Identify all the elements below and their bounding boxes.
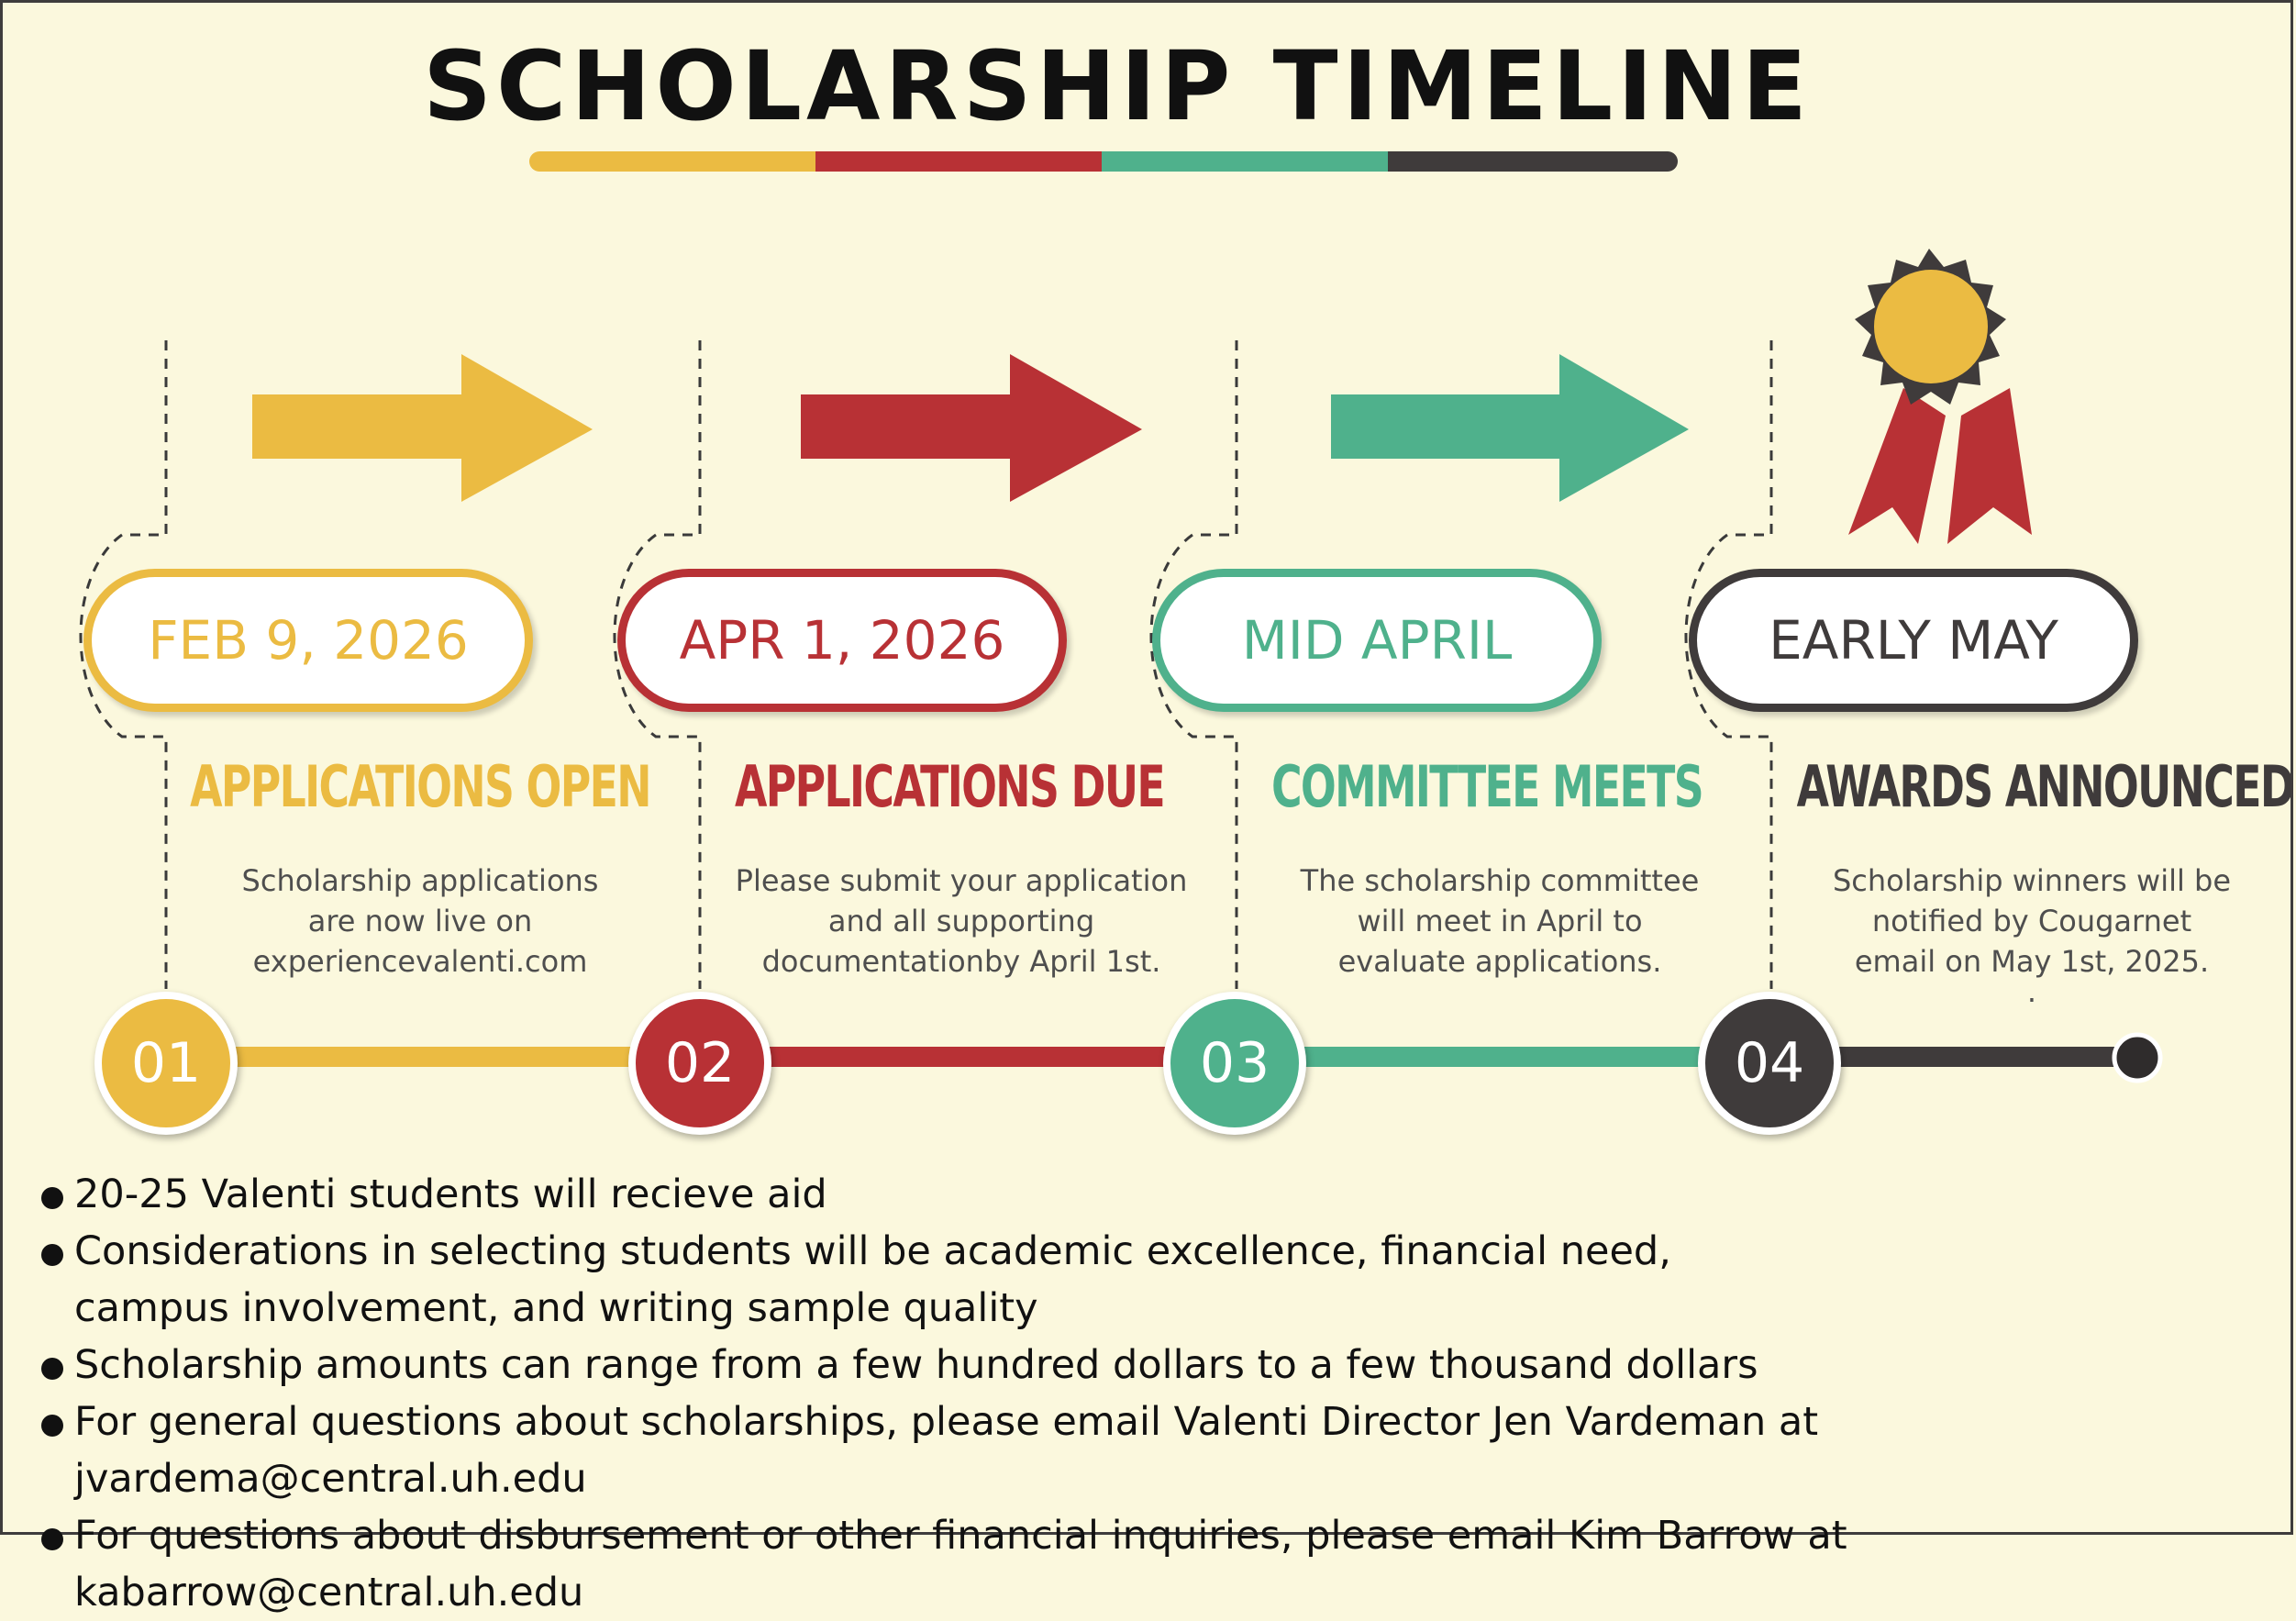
timeline-segment-02 xyxy=(748,1047,1206,1067)
step-heading-03: COMMITTEE MEETS xyxy=(1270,753,1703,820)
bullet-text: For general questions about scholarships, please email Valenti Director Jen Vardeman at jvardema@central.uh.edu xyxy=(74,1399,1819,1502)
bullet-dot-icon xyxy=(41,1358,63,1380)
date-label: FEB 9, 2026 xyxy=(148,609,469,672)
timeline-segment-01 xyxy=(214,1047,672,1067)
description-line: . xyxy=(2026,974,2037,1009)
bullet-item-continuation xyxy=(41,1280,2270,1337)
bullet-text: Considerations in selecting students will be academic excellence, financial need, xyxy=(74,1228,1671,1274)
step-heading-01: APPLICATIONS OPEN xyxy=(190,753,650,820)
bullet-text: Scholarship amounts can range from a few hundred dollars to a few thousand dollars xyxy=(74,1342,1758,1388)
description-line: Scholarship applications xyxy=(241,863,599,898)
bullet-dot-icon xyxy=(41,1244,63,1266)
info-bullet-list xyxy=(41,1166,2270,1621)
timeline-segment-03 xyxy=(1282,1047,1741,1067)
description-line: Please submit your application xyxy=(735,863,1188,898)
date-label: APR 1, 2026 xyxy=(679,609,1005,672)
arrow-right-icon xyxy=(252,354,593,502)
bullet-item xyxy=(41,1223,2270,1280)
bullet-item xyxy=(41,1337,2270,1393)
description-line: notified by Cougarnet xyxy=(1871,904,2192,938)
bullet-item xyxy=(41,1393,2270,1507)
date-pill-02 xyxy=(617,569,1067,712)
step-number-01: 01 xyxy=(94,992,238,1135)
step-description-01 xyxy=(191,860,649,982)
description-line: and all supporting xyxy=(827,904,1095,938)
arrow-right-icon xyxy=(801,354,1142,502)
date-label: MID APRIL xyxy=(1241,609,1513,672)
bullet-dot-icon xyxy=(41,1187,63,1209)
description-line: The scholarship committee xyxy=(1300,863,1700,898)
bullet-dot-icon xyxy=(41,1415,63,1437)
step-number-03: 03 xyxy=(1163,992,1306,1135)
timeline-end-dot xyxy=(2114,1035,2160,1081)
date-label: EARLY MAY xyxy=(1769,609,2058,672)
description-line: experiencevalenti.com xyxy=(252,944,588,979)
arrow-right-icon xyxy=(1331,354,1689,502)
bullet-text: For questions about disbursement or other financial inquiries, please email Kim Barrow at kabarrow@central.uh.edu xyxy=(74,1513,1847,1615)
description-line: will meet in April to xyxy=(1357,904,1643,938)
bullet-dot-icon xyxy=(41,1528,63,1550)
description-line: evaluate applications. xyxy=(1337,944,1662,979)
page-title: SCHOLARSHIP TIMELINE xyxy=(423,30,1812,142)
date-pill-01 xyxy=(83,569,533,712)
step-description-02 xyxy=(732,860,1191,982)
step-heading-04: AWARDS ANNOUNCED xyxy=(1796,753,2294,820)
date-pill-04 xyxy=(1689,569,2138,712)
description-line: email on May 1st, 2025. xyxy=(1854,944,2210,979)
description-line: Scholarship winners will be xyxy=(1832,863,2232,898)
bullet-text: campus involvement, and writing sample quality xyxy=(74,1285,1038,1331)
bullet-text: 20-25 Valenti students will recieve aid xyxy=(74,1171,827,1217)
date-pill-03 xyxy=(1152,569,1602,712)
step-description-03 xyxy=(1270,860,1729,982)
description-line: documentationby April 1st. xyxy=(761,944,1161,979)
bullet-item xyxy=(41,1166,2270,1223)
step-number-02: 02 xyxy=(628,992,771,1135)
step-description-04 xyxy=(1802,860,2261,1009)
bullet-item xyxy=(41,1507,2270,1621)
timeline-segment-04 xyxy=(1817,1047,2138,1067)
award-ribbon-icon xyxy=(1848,249,2032,544)
step-number-04: 04 xyxy=(1698,992,1841,1135)
description-line: are now live on xyxy=(307,904,533,938)
step-heading-02: APPLICATIONS DUE xyxy=(735,753,1164,820)
